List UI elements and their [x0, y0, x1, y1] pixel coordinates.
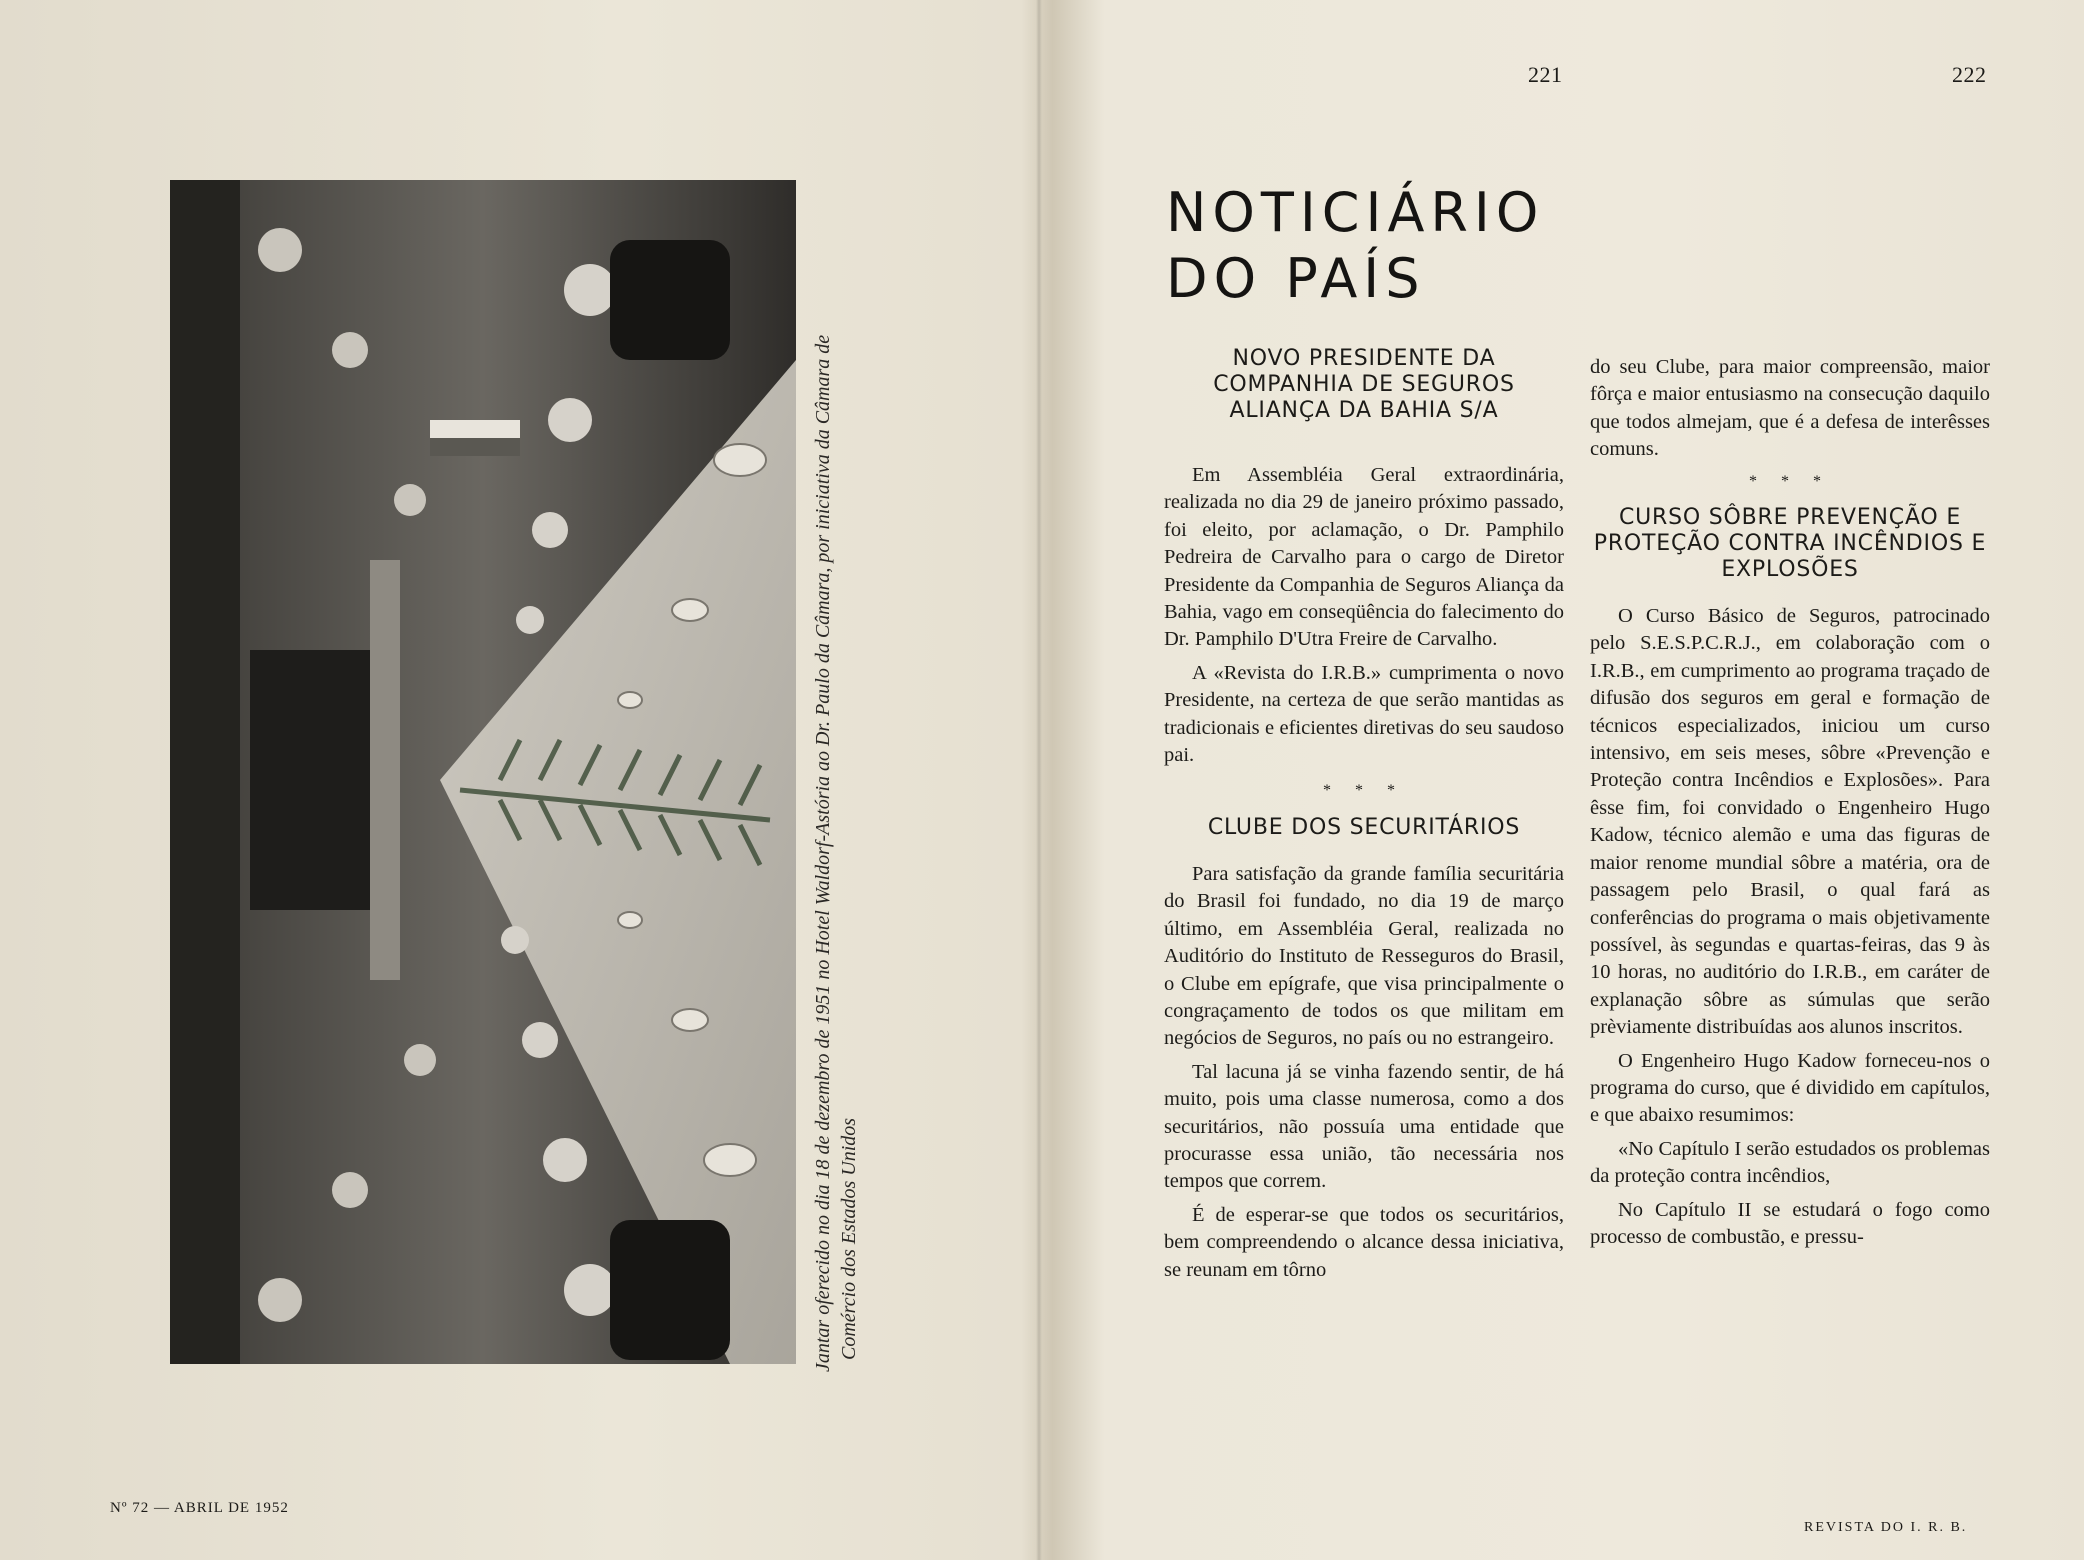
article3-paragraph: O Engenheiro Hugo Kadow forneceu-nos o programa do curso, que é dividido em capítulos, e que abaixo resumimos: [1590, 1049, 1990, 1127]
article3-paragraph: «No Capítulo I serão estudados os problemas da proteção contra incêndios, [1590, 1137, 1990, 1188]
separator-stars: * * * [1749, 472, 1831, 490]
section-heading-line2: DO PAÍS [1166, 247, 1426, 310]
article3-paragraph: No Capítulo II se estudará o fogo como processo de combustão, e pressu- [1590, 1198, 1990, 1248]
article3-paragraph: O Curso Básico de Seguros, patrocinado pelo S.E.S.P.C.R.J., em colaboração com o I.R.B., em cumprimento ao programa traçado de difusão dos seguros em geral e formação de técnicos especializados, iniciou um curso intensivo, em seis meses, sôbre «Prevenção e Proteção contra Incêndios e Explosões». Para êsse fim, foi convidado o Engenheiro Hugo Kadow, técnico alemão e uma das figuras de maior renome mundial sôbre a matéria, ora de passagem pelo Brasil, o qual fará as conferências do programa o mais objetivamente possível, às segundas e quartas-feiras, das 9 às 10 horas, no auditório do I.R.B., em caráter de explanação sôbre as súmulas que serão prèviamente distribuídas aos alunos inscritos. [1590, 605, 1990, 1039]
article2-paragraph: Tal lacuna já se vinha fazendo sentir, de há muito, pois uma classe numerosa, como a dos securitários, não possuía uma entidade que procurasse essa união, tão necessária nos tempos que correm. [1164, 1060, 1564, 1193]
column-2 [1590, 354, 1990, 1257]
photo-caption-line2: Comércio dos Estados Unidos [838, 1117, 860, 1360]
separator-stars: * * * [1323, 782, 1405, 800]
section-heading-line1: NOTICIÁRIO [1166, 181, 1545, 244]
banquet-photo [170, 180, 796, 1364]
photo-caption-line1: Jantar oferecido no dia 18 de dezembro de 1951 no Hotel Waldorf-Astória ao Dr. Paulo da Câmara, por iniciativa da Câmara de [812, 334, 834, 1372]
article2-paragraph: É de esperar-se que todos os securitários, bem compreendendo o alcance dessa iniciativa, se reunam em tôrno [1164, 1203, 1564, 1281]
article2-paragraph: Para satisfação da grande família securitária do Brasil foi fundado, no dia 19 de março último, em Assembléia Geral, realizada no Auditório do Instituto de Resseguros do Brasil, o Clube em epígrafe, que visa principalmente o congraçamento de todos os que militam em negócios de Seguros, no país ou no estrangeiro. [1164, 862, 1564, 1050]
banquet-photo-illustration [170, 180, 796, 1364]
article1-paragraph: Em Assembléia Geral extraordinária, realizada no dia 29 de janeiro próximo passado, foi eleito, por aclamação, o Dr. Pamphilo Pedreira de Carvalho para o cargo de Diretor Presidente da Companhia de Seguros Aliança da Bahia, vago em conseqüência do falecimento do Dr. Pamphilo D'Utra Freire de Carvalho. [1164, 464, 1564, 651]
column-1 [1164, 462, 1564, 1290]
article2-continuation: do seu Clube, para maior compreensão, maior fôrça e maior entusiasmo na consecução daquilo que todos almejam, que é a defesa de interêsses comuns. [1590, 356, 1990, 461]
article2-title: CLUBE DOS SECURITÁRIOS [1207, 814, 1521, 840]
article1-paragraph: A «Revista do I.R.B.» cumprimenta o novo Presidente, na certeza de que serão mantidas as tradicionais e eficientes diretivas do seu saudoso pai. [1164, 661, 1564, 767]
page-gutter [1036, 0, 1042, 1560]
article3-title: CURSO SÔBRE PREVENÇÃO E PROTEÇÃO CONTRA INCÊNDIOS E EXPLOSÕES [1593, 505, 1987, 583]
page-number-right: 222 [1952, 62, 1987, 87]
magazine-footer: REVISTA DO I. R. B. [1804, 1520, 1968, 1535]
article1-title: NOVO PRESIDENTE DA COMPANHIA DE SEGUROS ALIANÇA DA BAHIA S/A [1213, 346, 1515, 423]
issue-footer: Nº 72 — ABRIL DE 1952 [110, 1500, 289, 1516]
photo-caption [810, 172, 862, 1372]
section-heading [1166, 180, 1544, 312]
page-number-left: 221 [1528, 62, 1563, 87]
